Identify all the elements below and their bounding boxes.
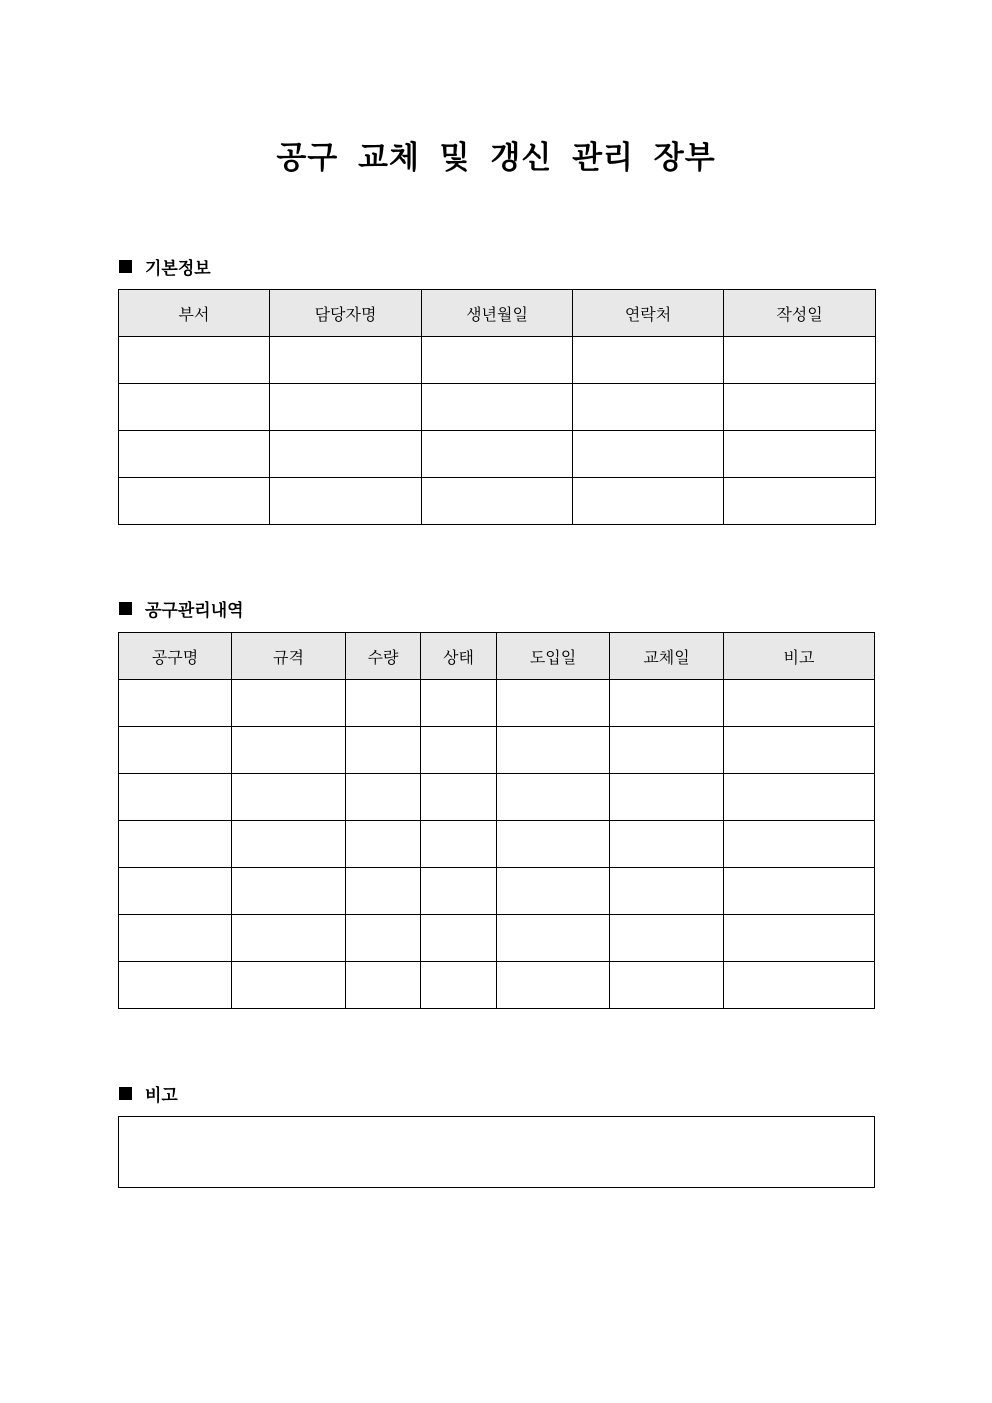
table-cell[interactable]	[119, 384, 270, 431]
table-cell[interactable]	[610, 868, 724, 915]
table-cell[interactable]	[573, 478, 724, 525]
table-cell[interactable]	[232, 821, 346, 868]
table-cell[interactable]	[724, 962, 875, 1009]
table-cell[interactable]	[232, 680, 346, 727]
column-header: 부서	[119, 290, 270, 337]
column-header: 도입일	[497, 633, 610, 680]
square-bullet-icon	[119, 602, 132, 615]
table-cell[interactable]	[346, 962, 421, 1009]
table-cell[interactable]	[232, 962, 346, 1009]
tool-management-table	[118, 632, 875, 1009]
table-cell[interactable]	[610, 727, 724, 774]
table-cell[interactable]	[346, 821, 421, 868]
table-cell[interactable]	[421, 868, 497, 915]
table-cell[interactable]	[497, 727, 610, 774]
table-cell[interactable]	[421, 821, 497, 868]
column-header: 규격	[232, 633, 346, 680]
table-cell[interactable]	[610, 680, 724, 727]
table-cell[interactable]	[724, 821, 875, 868]
table-row	[119, 384, 876, 431]
table-row	[119, 680, 875, 727]
table-cell[interactable]	[724, 337, 876, 384]
table-cell[interactable]	[610, 962, 724, 1009]
section-heading-notes	[119, 1081, 178, 1106]
notes-field[interactable]	[118, 1116, 875, 1188]
basic-info-table	[118, 289, 876, 525]
table-cell[interactable]	[270, 478, 422, 525]
table-cell[interactable]	[421, 727, 497, 774]
section-label: 비고	[145, 1086, 178, 1106]
table-cell[interactable]	[724, 431, 876, 478]
table-cell[interactable]	[119, 821, 232, 868]
table-cell[interactable]	[119, 727, 232, 774]
table-row	[119, 478, 876, 525]
table-cell[interactable]	[346, 915, 421, 962]
table-cell[interactable]	[610, 774, 724, 821]
table-cell[interactable]	[232, 774, 346, 821]
table-cell[interactable]	[497, 774, 610, 821]
table-cell[interactable]	[573, 337, 724, 384]
table-cell[interactable]	[497, 680, 610, 727]
table-cell[interactable]	[119, 337, 270, 384]
table-cell[interactable]	[497, 915, 610, 962]
table-cell[interactable]	[119, 431, 270, 478]
table-cell[interactable]	[421, 915, 497, 962]
table-cell[interactable]	[724, 774, 875, 821]
table-cell[interactable]	[119, 962, 232, 1009]
table-cell[interactable]	[497, 962, 610, 1009]
table-cell[interactable]	[573, 431, 724, 478]
table-row	[119, 868, 875, 915]
table-cell[interactable]	[422, 478, 573, 525]
table-row	[119, 727, 875, 774]
table-cell[interactable]	[573, 384, 724, 431]
table-cell[interactable]	[346, 868, 421, 915]
table-cell[interactable]	[232, 868, 346, 915]
table-cell[interactable]	[270, 431, 422, 478]
table-row	[119, 431, 876, 478]
table-cell[interactable]	[724, 727, 875, 774]
column-header: 수량	[346, 633, 421, 680]
column-header: 상태	[421, 633, 497, 680]
table-cell[interactable]	[119, 478, 270, 525]
table-cell[interactable]	[610, 915, 724, 962]
table-cell[interactable]	[232, 915, 346, 962]
column-header: 공구명	[119, 633, 232, 680]
table-cell[interactable]	[119, 915, 232, 962]
table-cell[interactable]	[724, 384, 876, 431]
table-cell[interactable]	[270, 337, 422, 384]
table-header-row	[119, 633, 875, 680]
table-cell[interactable]	[422, 384, 573, 431]
square-bullet-icon	[119, 260, 132, 273]
table-cell[interactable]	[724, 680, 875, 727]
table-cell[interactable]	[119, 774, 232, 821]
table-cell[interactable]	[497, 868, 610, 915]
section-heading-tool-management	[119, 596, 244, 621]
square-bullet-icon	[119, 1087, 132, 1100]
column-header: 교체일	[610, 633, 724, 680]
table-cell[interactable]	[119, 680, 232, 727]
column-header: 작성일	[724, 290, 876, 337]
column-header: 생년월일	[422, 290, 573, 337]
table-cell[interactable]	[346, 727, 421, 774]
section-heading-basic-info	[119, 254, 211, 279]
table-row	[119, 337, 876, 384]
table-cell[interactable]	[346, 774, 421, 821]
column-header: 연락처	[573, 290, 724, 337]
table-cell[interactable]	[421, 774, 497, 821]
table-cell[interactable]	[270, 384, 422, 431]
table-cell[interactable]	[724, 868, 875, 915]
table-row	[119, 821, 875, 868]
table-row	[119, 774, 875, 821]
table-cell[interactable]	[421, 680, 497, 727]
table-cell[interactable]	[724, 478, 876, 525]
table-cell[interactable]	[422, 337, 573, 384]
table-cell[interactable]	[421, 962, 497, 1009]
section-label: 공구관리내역	[145, 601, 244, 621]
section-label: 기본정보	[145, 259, 211, 279]
table-cell[interactable]	[610, 821, 724, 868]
table-row	[119, 915, 875, 962]
table-row	[119, 962, 875, 1009]
table-cell[interactable]	[497, 821, 610, 868]
table-cell[interactable]	[346, 680, 421, 727]
column-header: 비고	[724, 633, 875, 680]
table-header-row	[119, 290, 876, 337]
table-cell[interactable]	[232, 727, 346, 774]
column-header: 담당자명	[270, 290, 422, 337]
document-title: 공구 교체 및 갱신 관리 장부	[276, 140, 716, 176]
table-cell[interactable]	[724, 915, 875, 962]
table-cell[interactable]	[422, 431, 573, 478]
table-cell[interactable]	[119, 868, 232, 915]
